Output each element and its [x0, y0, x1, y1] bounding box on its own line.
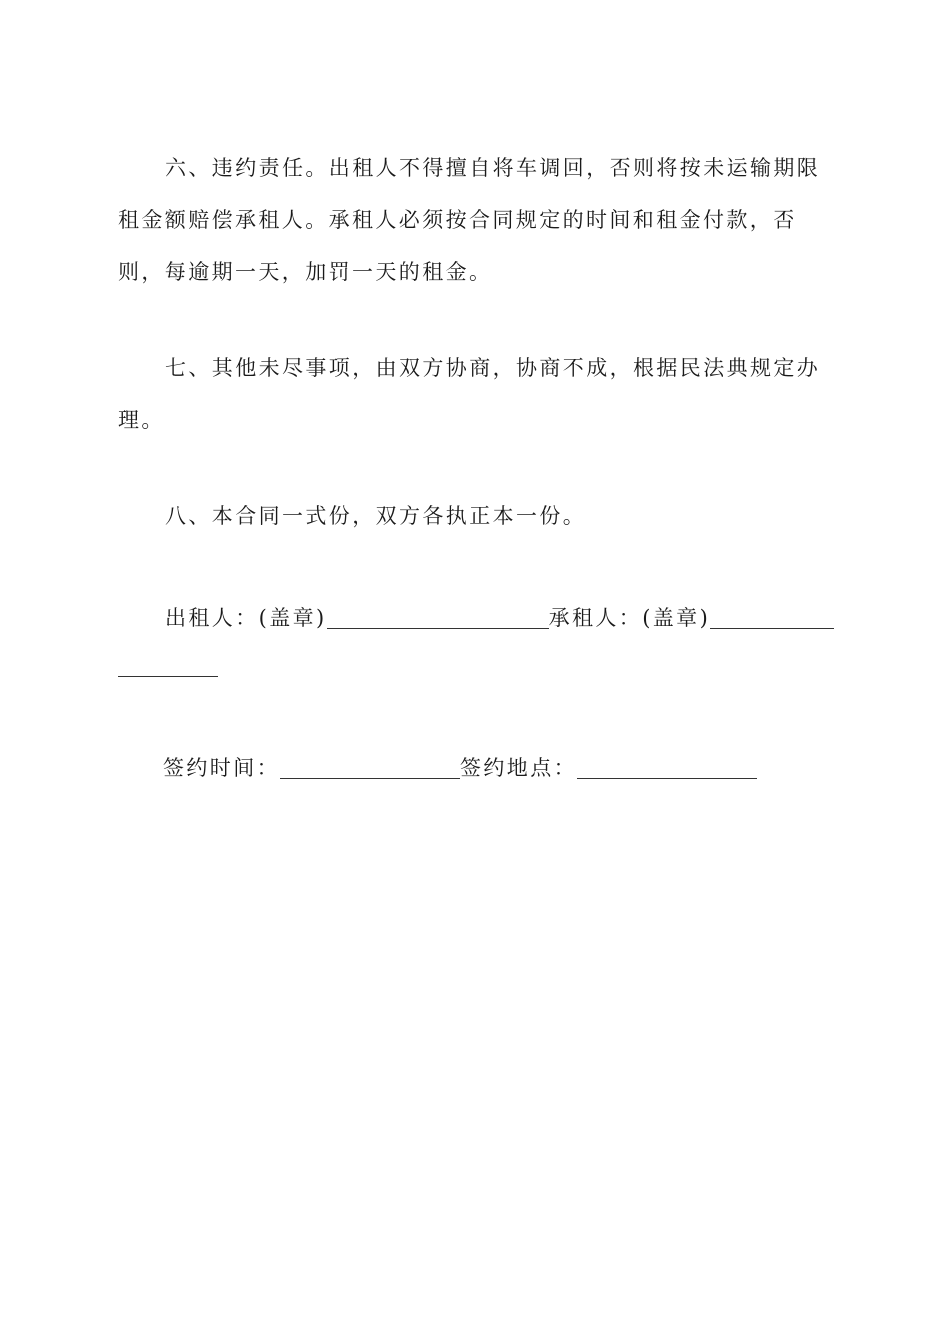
lessor-label: 出租人：(盖章) [165, 606, 327, 630]
sign-time-blank[interactable] [280, 752, 460, 779]
sign-time-label: 签约时间： [163, 756, 280, 780]
lessee-seal-blank[interactable] [710, 602, 834, 629]
lessee-seal-blank-continued[interactable] [118, 676, 218, 677]
party-signature-line [118, 592, 834, 644]
sign-info-line [118, 742, 834, 794]
clause-eight: 八、本合同一式份，双方各执正本一份。 [165, 504, 587, 528]
lessee-label: 承租人：(盖章) [548, 606, 711, 630]
clause-six: 六、违约责任。出租人不得擅自将车调回，否则将按未运输期限租金额赔偿承租人。承租人必须按合同规定的时间和租金付款，否则，每逾期一天，加罚一天的租金。 [118, 156, 821, 284]
sign-place-label: 签约地点： [460, 756, 577, 780]
sign-place-blank[interactable] [577, 752, 757, 779]
lessor-seal-blank[interactable] [327, 602, 549, 629]
clause-seven: 七、其他未尽事项，由双方协商，协商不成，根据民法典规定办理。 [118, 356, 821, 432]
